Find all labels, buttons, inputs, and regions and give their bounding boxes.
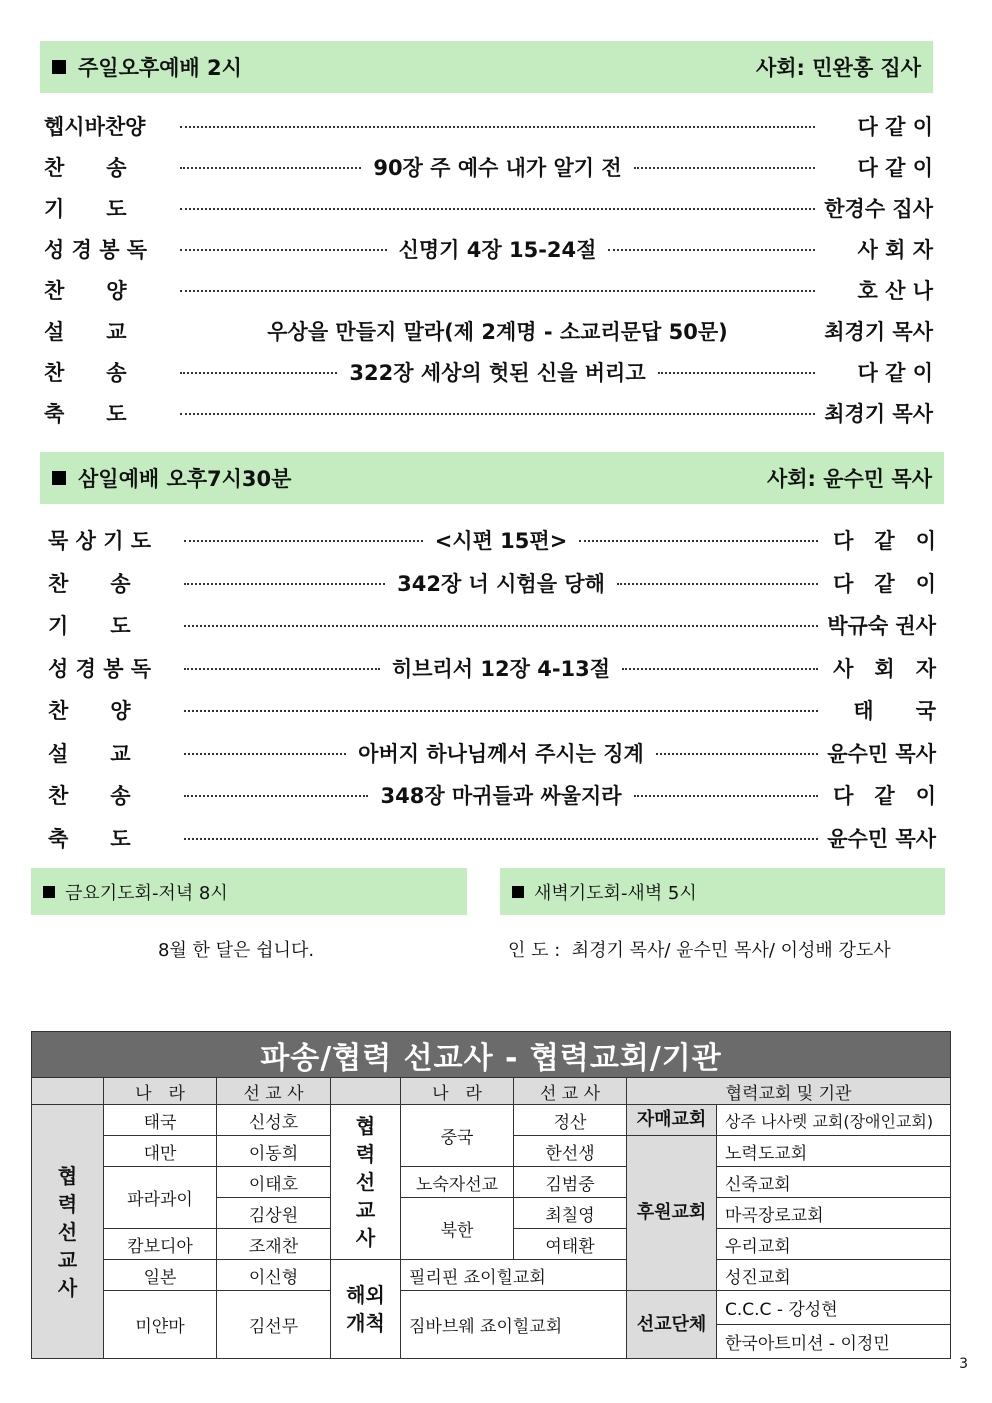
order-content: 신명기 4장 15-24절 xyxy=(398,238,597,262)
sunday-pm-header xyxy=(40,41,933,93)
page-number: 3 xyxy=(959,1356,968,1372)
order-content: <시편 15편> xyxy=(434,529,568,553)
order-content: 322장 세상의 헛된 신을 버리고 xyxy=(349,361,646,385)
leader-dots xyxy=(622,668,818,670)
order-person: 태 국 xyxy=(853,699,936,723)
wednesday-leader: 사회: 윤수민 목사 xyxy=(766,467,932,491)
order-label: 찬 송 xyxy=(44,156,127,180)
missionary-cell: 조재찬 xyxy=(217,1229,331,1260)
order-person: 최경기 목사 xyxy=(824,402,933,426)
sister-label: 자매교회 xyxy=(627,1105,717,1136)
order-label: 설 교 xyxy=(44,320,127,344)
missionary-cell: 정산 xyxy=(514,1105,627,1136)
country-cell: 태국 xyxy=(104,1105,217,1136)
country-cell: 북한 xyxy=(401,1198,514,1260)
order-label: 찬 송 xyxy=(44,361,127,385)
leader-dots xyxy=(184,710,818,712)
order-row xyxy=(44,316,933,346)
header-churches: 협력교회 및 기관 xyxy=(627,1078,951,1105)
header-missionary: 선 교 사 xyxy=(217,1078,331,1105)
square-bullet-icon xyxy=(512,886,524,898)
leader-dots xyxy=(180,372,337,374)
order-content: 342장 너 시험을 당해 xyxy=(397,571,605,596)
missions-title: 파송/협력 선교사 - 협력교회/기관 xyxy=(32,1032,951,1078)
order-row xyxy=(48,780,936,810)
order-label: 찬 송 xyxy=(48,784,131,808)
leader-dots xyxy=(608,249,815,251)
support-church: 노력도교회 xyxy=(717,1136,951,1167)
order-label: 설 교 xyxy=(48,741,131,766)
wednesday-title: 삼일예배 오후7시30분 xyxy=(78,467,292,491)
order-label: 기 도 xyxy=(44,197,127,221)
order-person: 다 같 이 xyxy=(857,115,933,139)
country-cell: 대만 xyxy=(104,1136,217,1167)
order-content: 우상을 만들지 말라(제 2계명 - 소교리문답 50문) xyxy=(267,320,728,344)
leader-dots xyxy=(184,838,818,840)
order-row xyxy=(44,275,933,305)
overseas-church: 짐바브웨 죠이힐교회 xyxy=(401,1291,627,1359)
header-blank xyxy=(32,1078,104,1105)
missionary-cell: 최칠영 xyxy=(514,1198,627,1229)
org-label: 선교단체 xyxy=(627,1291,717,1359)
order-row xyxy=(44,111,933,141)
order-row xyxy=(48,610,936,640)
sister-church: 상주 나사렛 교회(장애인교회) xyxy=(717,1105,951,1136)
order-person: 최경기 목사 xyxy=(824,320,934,344)
square-bullet-icon xyxy=(52,471,66,485)
order-row xyxy=(44,152,933,182)
order-content: 348장 마귀들과 싸울지라 xyxy=(380,784,622,808)
sunday-pm-title: 주일오후예배 2시 xyxy=(78,56,242,80)
dawn-title: 새벽기도회-새벽 5시 xyxy=(534,882,697,904)
country-cell: 일본 xyxy=(104,1260,217,1291)
missionary-cell: 여태환 xyxy=(514,1229,627,1260)
country-cell: 노숙자선교 xyxy=(401,1167,514,1198)
missions-table xyxy=(31,1031,951,1359)
order-person: 다 같 이 xyxy=(857,156,934,180)
support-church: 신죽교회 xyxy=(717,1167,951,1198)
leader-dots xyxy=(180,126,815,128)
header-missionary: 선 교 사 xyxy=(514,1078,627,1105)
country-cell: 캄보디아 xyxy=(104,1229,217,1260)
order-row xyxy=(44,234,933,264)
leader-dots xyxy=(184,795,368,797)
order-row xyxy=(48,738,936,768)
order-person: 사 회 자 xyxy=(857,238,934,262)
group-label-mid: 협 력 선 교 사 xyxy=(331,1105,401,1260)
wednesday-header xyxy=(40,452,944,504)
order-row xyxy=(48,653,936,683)
org-item: C.C.C - 강성현 xyxy=(717,1291,950,1325)
order-label: 성 경 봉 독 xyxy=(48,656,152,681)
friday-header xyxy=(31,868,467,915)
order-row xyxy=(48,695,936,725)
overseas-label: 해외 개척 xyxy=(331,1260,401,1359)
leader-dots xyxy=(634,167,815,169)
missionary-cell: 이태호 xyxy=(217,1167,331,1198)
order-row xyxy=(44,398,933,428)
overseas-church: 필리핀 죠이힐교회 xyxy=(401,1260,627,1291)
friday-note: 8월 한 달은 쉽니다. xyxy=(158,940,315,961)
missionary-cell: 신성호 xyxy=(217,1105,331,1136)
group-label-left: 협 력 선 교 사 xyxy=(32,1105,104,1359)
missionary-cell: 이동희 xyxy=(217,1136,331,1167)
order-content: 히브리서 12장 4-13절 xyxy=(391,656,611,681)
order-person: 윤수민 목사 xyxy=(827,741,936,766)
order-person: 사 회 자 xyxy=(833,656,936,681)
square-bullet-icon xyxy=(43,886,55,898)
dawn-note: 인 도 : 최경기 목사/ 윤수민 목사/ 이성배 강도사 xyxy=(508,940,891,961)
order-person: 다 같 이 xyxy=(857,361,934,385)
support-label: 후원교회 xyxy=(627,1136,717,1291)
order-row xyxy=(44,193,933,223)
dawn-header xyxy=(500,868,945,915)
leader-dots xyxy=(634,795,818,797)
leader-dots xyxy=(180,290,815,292)
org-list xyxy=(717,1291,951,1359)
order-content: 90장 주 예수 내가 알기 전 xyxy=(373,156,622,180)
order-content: 아버지 하나님께서 주시는 징계 xyxy=(358,741,644,766)
order-person: 호 산 나 xyxy=(857,279,933,303)
order-label: 기 도 xyxy=(48,614,131,638)
leader-dots xyxy=(184,540,423,542)
order-person: 박규숙 권사 xyxy=(827,614,936,638)
support-church: 우리교회 xyxy=(717,1229,951,1260)
missionary-cell: 김상원 xyxy=(217,1198,331,1229)
order-person: 다 같 이 xyxy=(833,571,936,596)
leader-dots xyxy=(656,753,818,755)
missionary-cell: 한선생 xyxy=(514,1136,627,1167)
sunday-pm-leader: 사회: 민완홍 집사 xyxy=(755,56,921,80)
support-church: 성진교회 xyxy=(717,1260,951,1291)
missionary-cell: 김선무 xyxy=(217,1291,331,1359)
country-cell: 미얀마 xyxy=(104,1291,217,1359)
order-label: 축 도 xyxy=(48,826,131,851)
leader-dots xyxy=(184,583,385,585)
order-label: 찬 양 xyxy=(48,699,131,723)
order-row xyxy=(44,357,933,387)
order-label: 묵 상 기 도 xyxy=(48,529,152,553)
order-person: 한경수 집사 xyxy=(824,197,933,221)
support-church: 마곡장로교회 xyxy=(717,1198,951,1229)
leader-dots xyxy=(180,167,361,169)
order-person: 다 같 이 xyxy=(833,529,936,553)
leader-dots xyxy=(579,540,818,542)
friday-title: 금요기도회-저녁 8시 xyxy=(65,882,228,904)
order-label: 성 경 봉 독 xyxy=(44,238,148,262)
order-row xyxy=(48,568,936,598)
order-row xyxy=(48,823,936,853)
country-cell: 파라과이 xyxy=(104,1167,217,1229)
leader-dots xyxy=(180,208,815,210)
org-item: 한국아트미션 - 이정민 xyxy=(725,1334,890,1354)
header-country: 나 라 xyxy=(401,1078,514,1105)
order-person: 윤수민 목사 xyxy=(827,826,936,851)
order-label: 축 도 xyxy=(44,402,127,426)
leader-dots xyxy=(184,625,818,627)
header-blank xyxy=(331,1078,401,1105)
order-label: 찬 양 xyxy=(44,279,127,303)
leader-dots xyxy=(658,372,815,374)
leader-dots xyxy=(180,413,815,415)
leader-dots xyxy=(180,249,387,251)
order-person: 다 같 이 xyxy=(833,784,936,808)
order-label: 찬 송 xyxy=(48,571,131,596)
order-row xyxy=(48,525,936,555)
leader-dots xyxy=(184,668,380,670)
header-country: 나 라 xyxy=(104,1078,217,1105)
square-bullet-icon xyxy=(52,60,66,74)
missionary-cell: 이신형 xyxy=(217,1260,331,1291)
leader-dots xyxy=(617,583,818,585)
order-label: 헵시바찬양 xyxy=(44,115,146,139)
leader-dots xyxy=(184,753,346,755)
country-cell: 중국 xyxy=(401,1105,514,1167)
missionary-cell: 김범중 xyxy=(514,1167,627,1198)
